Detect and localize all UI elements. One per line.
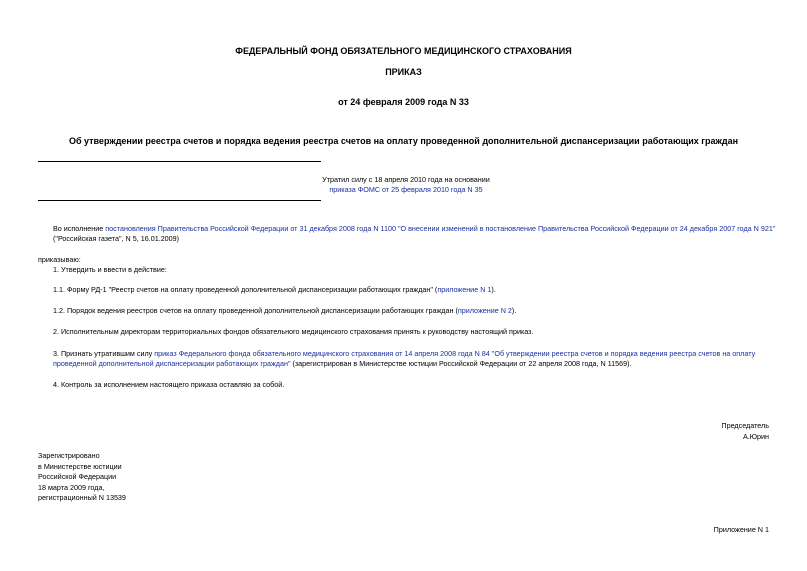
preamble-prefix: Во исполнение [53, 224, 106, 233]
status-note-text: Утратил силу с 18 апреля 2010 года на основании [322, 175, 490, 184]
item-1-1-suffix: ). [491, 285, 496, 294]
divider-bottom [38, 200, 321, 201]
registration-line-5: регистрационный N 13539 [38, 493, 126, 503]
appendix-1-link[interactable]: приложение N 1 [437, 285, 492, 294]
appendix-label: Приложение N 1 [713, 525, 769, 534]
divider-top [38, 161, 321, 162]
document-date-number: от 24 февраля 2009 года N 33 [338, 97, 469, 107]
appendix-2-link[interactable]: приложение N 2 [457, 306, 512, 315]
registration-line-4: 18 марта 2009 года, [38, 482, 105, 492]
signature-block [721, 420, 769, 442]
item-1: 1. Утвердить и ввести в действие: [53, 265, 167, 274]
registration-block [38, 451, 126, 504]
item-3 [38, 349, 788, 369]
registration-line-1: Зарегистрировано [38, 451, 100, 460]
signatory-role: Председатель [721, 421, 769, 430]
item-1-1-text: 1.1. Форму РД-1 "Реестр счетов на оплату проведенной дополнительной диспансеризации работающих граждан" ( [53, 285, 438, 294]
issuing-organization: ФЕДЕРАЛЬНЫЙ ФОНД ОБЯЗАТЕЛЬНОГО МЕДИЦИНСКОГО СТРАХОВАНИЯ [235, 46, 572, 56]
item-4: 4. Контроль за исполнением настоящего приказа оставляю за собой. [53, 380, 285, 389]
repeal-order-link[interactable]: приказа ФОМС от 25 февраля 2010 года N 35 [329, 185, 483, 194]
signatory-name: А.Юрин [742, 432, 769, 441]
preamble-suffix: ("Российская газета", N 5, 16.01.2009) [53, 234, 180, 243]
government-decree-link[interactable]: постановления Правительства Российской Федерации от 31 декабря 2008 года N 1100 "О внесении изменений в постановление Правительства Российской Федерации от 24 декабря 2007 года N 921" [105, 224, 776, 233]
registration-line-2: в Министерстве юстиции [38, 461, 122, 471]
order-word: приказываю: [38, 255, 81, 264]
status-note [321, 175, 491, 195]
item-3-suffix: (зарегистрирован в Министерстве юстиции Российской Федерации от 22 апреля 2008 года, N 11569). [290, 359, 632, 368]
document-title: Об утверждении реестра счетов и порядка ведения реестра счетов на оплату проведенной дополнительной диспансеризации работающих граждан [68, 136, 739, 146]
item-3-text: 3. Признать утратившим силу [53, 349, 155, 358]
item-2: 2. Исполнительным директорам территориальных фондов обязательного медицинского страхования принять к руководству настоящий приказ. [53, 327, 534, 336]
repealed-order-link[interactable]: приказ Федерального фонда обязательного медицинского страхования от 14 апреля 2008 года N 84 "Об утверждении реестра счетов и порядка ведения реестра счетов на оплату проведенной дополнительной диспансеризации работающих граждан" [53, 349, 756, 368]
item-1-2 [38, 306, 788, 316]
preamble-paragraph [38, 224, 788, 244]
item-1-2-text: 1.2. Порядок ведения реестров счетов на оплату проведенной дополнительной диспансеризации работающих граждан ( [53, 306, 458, 315]
registration-line-3: Российской Федерации [38, 472, 117, 482]
item-1-1 [38, 285, 788, 295]
document-type: ПРИКАЗ [385, 67, 422, 77]
item-1-2-suffix: ). [511, 306, 517, 315]
